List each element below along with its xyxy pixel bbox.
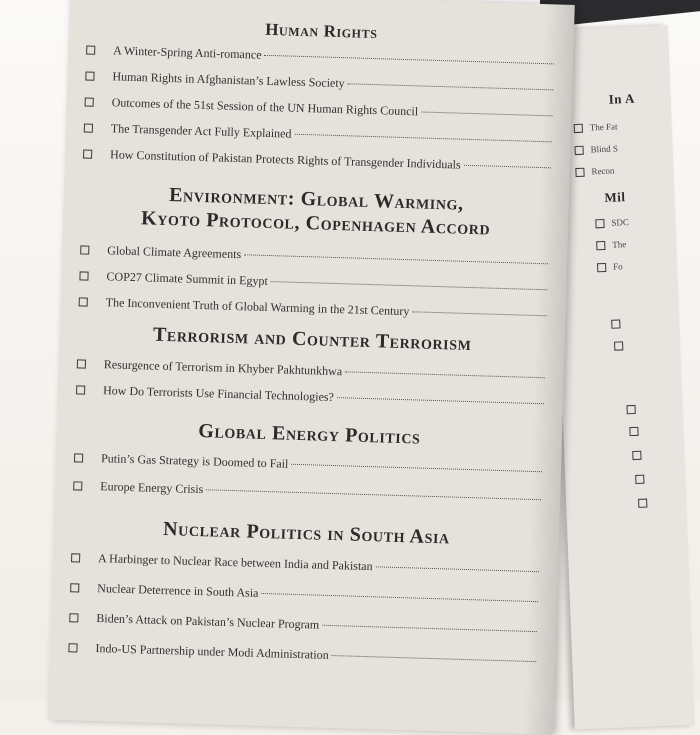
right-page-item: Blind S [574,143,618,155]
toc-item: A Winter-Spring Anti-romance [86,43,554,75]
right-page-item: SDC [595,217,629,228]
toc-item: Global Climate Agreements [80,242,548,274]
checkbox-icon [574,145,583,154]
checkbox-icon [85,97,94,106]
checkbox-icon [71,553,80,562]
section-heading-environment-line-1: Environment: Global Warming, [168,184,464,215]
dot-leader [206,489,541,500]
right-page-item: The Fat [574,121,618,133]
checkbox-icon [69,613,78,622]
checkbox-icon [74,453,83,462]
checkbox-icon [79,297,88,306]
right-page-heading-1: In A [608,90,636,107]
checkbox-icon [76,385,85,394]
checkbox-icon [79,271,88,280]
checkbox-icon [80,245,89,254]
checkbox-icon [84,123,93,132]
dot-leader [244,254,548,264]
toc-item: Resurgence of Terrorism in Khyber Pakhtunkhwa [77,356,545,388]
checkbox-icon [596,240,605,249]
toc-item: Nuclear Deterrence in South Asia [70,580,538,612]
right-page-item: Recon [575,166,614,177]
checkbox-icon [575,167,584,176]
right-page-item [626,405,635,414]
section-heading-terrorism: Terrorism and Counter Terrorism [152,323,472,356]
checkbox-icon [626,405,635,414]
right-page-heading-2: Mil [604,189,626,205]
checkbox-icon [77,359,86,368]
toc-item: Human Rights in Afghanistan’s Lawless Society [85,68,553,100]
dot-leader [271,281,548,290]
toc-item: Putin’s Gas Strategy is Doomed to Fail [74,450,542,482]
checkbox-icon [635,475,644,484]
right-page-item [629,427,638,436]
toc-item: The Transgender Act Fully Explained [84,120,552,152]
dot-leader [322,625,537,632]
checkbox-icon [597,262,606,271]
toc-item: Biden’s Attack on Pakistan’s Nuclear Program [69,610,537,642]
checkbox-icon [638,499,647,508]
dot-leader [464,165,551,169]
toc-item: A Harbinger to Nuclear Race between India and Pakistan [71,550,539,582]
checkbox-icon [614,341,623,350]
toc-item: How Do Terrorists Use Financial Technologies? [76,382,544,414]
section-heading-global-energy: Global Energy Politics [198,420,421,449]
dot-leader [291,464,542,472]
toc-item: The Inconvenient Truth of Global Warming in the 21st Century [78,294,546,326]
toc-item: Outcomes of the 51st Session of the UN Human Rights Council [84,94,552,126]
dot-leader [332,655,537,662]
checkbox-icon [574,123,583,132]
toc-item: Europe Energy Crisis [73,478,541,510]
right-page-item: Fo [597,261,623,272]
section-heading-nuclear-politics: Nuclear Politics in South Asia [162,518,451,549]
dot-leader [376,566,539,572]
dot-leader [412,311,546,316]
dot-leader [261,593,538,602]
dot-leader [264,55,554,65]
checkbox-icon [629,427,638,436]
checkbox-icon [632,451,641,460]
checkbox-icon [86,46,95,55]
toc-item: How Constitution of Pakistan Protects Rights of Transgender Individuals [83,146,551,178]
dot-leader [421,111,552,116]
dot-leader [345,371,545,378]
right-page-item [614,341,623,350]
checkbox-icon [595,218,604,227]
checkbox-icon [85,71,94,80]
right-page-item [635,475,644,484]
checkbox-icon [73,481,82,490]
section-heading-human-rights: Human Rights [264,19,378,43]
checkbox-icon [68,643,77,652]
section-heading-environment-line-2: Kyoto Protocol, Copenhagen Accord [140,207,491,240]
dot-leader [294,134,551,143]
right-page-item: The [596,239,626,250]
right-page-item [611,319,620,328]
dot-leader [337,397,544,404]
right-page-item [632,451,641,460]
checkbox-icon [83,149,92,158]
checkbox-icon [611,319,620,328]
dot-leader [348,83,554,90]
checkbox-icon [70,583,79,592]
toc-item: Indo-US Partnership under Modi Administration [68,640,536,672]
table-of-contents-page [48,0,574,735]
toc-item: COP27 Climate Summit in Egypt [79,268,547,300]
right-page-item [638,499,647,508]
